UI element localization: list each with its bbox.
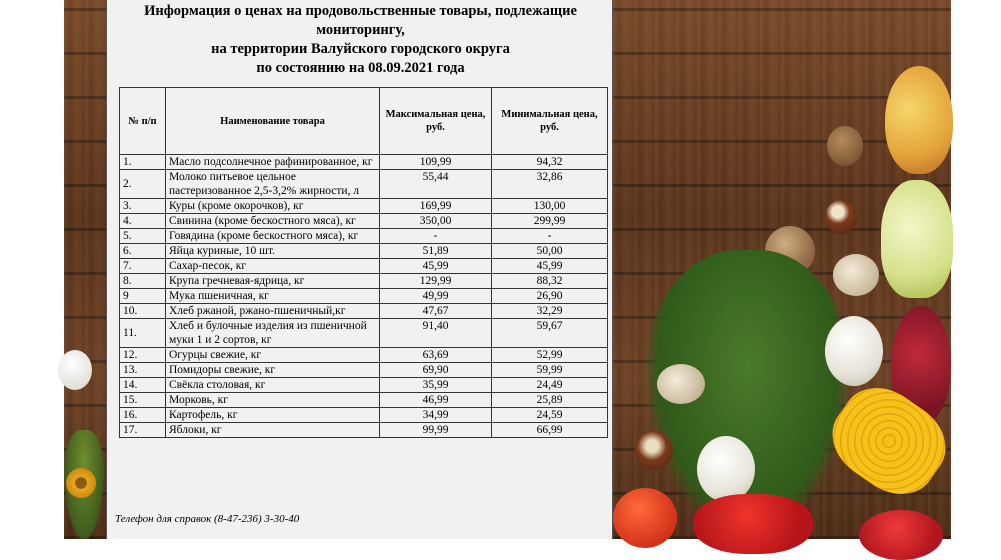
row-name: Сахар-песок, кг [166,259,380,274]
row-max: - [380,229,492,244]
pepper-red-decoration [693,494,813,554]
row-num: 14. [120,378,166,393]
row-min: 59,99 [492,363,608,378]
row-max: 49,99 [380,289,492,304]
quail-egg-2-decoration [657,364,705,404]
document-title [107,2,614,78]
row-max: 45,99 [380,259,492,274]
tomato-decoration [613,488,677,548]
row-num: 6. [120,244,166,259]
row-num: 11. [120,319,166,348]
pepper-green-decoration [881,180,953,298]
table-row [120,155,608,170]
row-name: Хлеб ржаной, ржано-пшеничный,кг [166,304,380,319]
table-row [120,363,608,378]
table-row [120,244,608,259]
row-max: 350,00 [380,214,492,229]
row-num: 16. [120,408,166,423]
wood-background-right [613,0,951,539]
row-num: 5. [120,229,166,244]
table-row [120,304,608,319]
table-row [120,229,608,244]
row-max: 69,90 [380,363,492,378]
row-min: 52,99 [492,348,608,363]
header-num: № п/п [120,88,166,155]
row-num: 10. [120,304,166,319]
row-min: 88,32 [492,274,608,289]
table-row [120,289,608,304]
table-row [120,214,608,229]
row-max: 63,69 [380,348,492,363]
garlic-decoration [58,350,92,390]
table-row [120,170,608,199]
row-min: 59,67 [492,319,608,348]
row-name: Яйца куриные, 10 шт. [166,244,380,259]
row-name: Огурцы свежие, кг [166,348,380,363]
row-num: 17. [120,423,166,438]
title-line-3: на территории Валуйского городского округа [211,41,510,57]
chestnut-decoration [825,200,857,234]
garlic-3-decoration [697,436,755,502]
flower-decoration [66,468,96,498]
wood-background-left [64,0,106,539]
row-max: 109,99 [380,155,492,170]
table-row [120,319,608,348]
header-max: Максимальная цена, руб. [380,88,492,155]
row-min: 66,99 [492,423,608,438]
row-min: 50,00 [492,244,608,259]
row-name: Яблоки, кг [166,423,380,438]
row-min: 130,00 [492,199,608,214]
garlic-2-decoration [825,316,883,386]
row-min: 45,99 [492,259,608,274]
row-min: 32,86 [492,170,608,199]
row-max: 169,99 [380,199,492,214]
row-name: Мука пшеничная, кг [166,289,380,304]
row-name: Свинина (кроме бескостного мяса), кг [166,214,380,229]
row-min: 24,59 [492,408,608,423]
price-document [106,0,613,539]
row-name: Помидоры свежие, кг [166,363,380,378]
row-min: 94,32 [492,155,608,170]
table-row [120,378,608,393]
row-max: 35,99 [380,378,492,393]
quail-egg-decoration [833,254,879,296]
row-name: Крупа гречневая-ядрица, кг [166,274,380,289]
header-name: Наименование товара [166,88,380,155]
row-max: 55,44 [380,170,492,199]
row-max: 99,99 [380,423,492,438]
row-num: 9 [120,289,166,304]
row-name: Масло подсолнечное рафинированное, кг [166,155,380,170]
row-name: Хлеб и булочные изделия из пшеничной муки 1 и 2 сортов, кг [166,319,380,348]
row-max: 51,89 [380,244,492,259]
row-min: 24,49 [492,378,608,393]
price-table [119,87,608,438]
row-min: 25,89 [492,393,608,408]
table-row [120,348,608,363]
row-min: - [492,229,608,244]
pear-decoration [885,66,953,174]
row-num: 15. [120,393,166,408]
row-num: 12. [120,348,166,363]
row-name: Морковь, кг [166,393,380,408]
table-header-row [120,88,608,155]
tomato-2-decoration [859,510,943,560]
row-name: Говядина (кроме бескостного мяса), кг [166,229,380,244]
title-line-4: по состоянию на 08.09.2021 года [256,60,465,76]
title-line-1: Информация о ценах на продовольственные товары, подлежащие [144,3,577,19]
walnut-decoration [827,126,863,166]
table-row [120,393,608,408]
row-num: 13. [120,363,166,378]
table-row [120,274,608,289]
table-row [120,423,608,438]
row-num: 2. [120,170,166,199]
row-name: Свёкла столовая, кг [166,378,380,393]
row-num: 4. [120,214,166,229]
row-name: Молоко питьевое цельное пастеризованное 2,5-3,2% жирности, л [166,170,380,199]
row-name: Куры (кроме окорочков), кг [166,199,380,214]
row-max: 34,99 [380,408,492,423]
row-num: 1. [120,155,166,170]
table-row [120,408,608,423]
row-num: 3. [120,199,166,214]
reference-phone: Телефон для справок (8-47-236) 3-30-40 [115,513,300,525]
table-row [120,259,608,274]
header-min: Минимальная цена, руб. [492,88,608,155]
row-max: 46,99 [380,393,492,408]
row-min: 26,90 [492,289,608,304]
title-line-2: мониторингу, [316,22,405,38]
row-min: 32,29 [492,304,608,319]
row-max: 47,67 [380,304,492,319]
table-row [120,199,608,214]
row-num: 8. [120,274,166,289]
row-name: Картофель, кг [166,408,380,423]
row-max: 129,99 [380,274,492,289]
row-min: 299,99 [492,214,608,229]
chestnut-2-decoration [635,430,673,470]
row-max: 91,40 [380,319,492,348]
row-num: 7. [120,259,166,274]
